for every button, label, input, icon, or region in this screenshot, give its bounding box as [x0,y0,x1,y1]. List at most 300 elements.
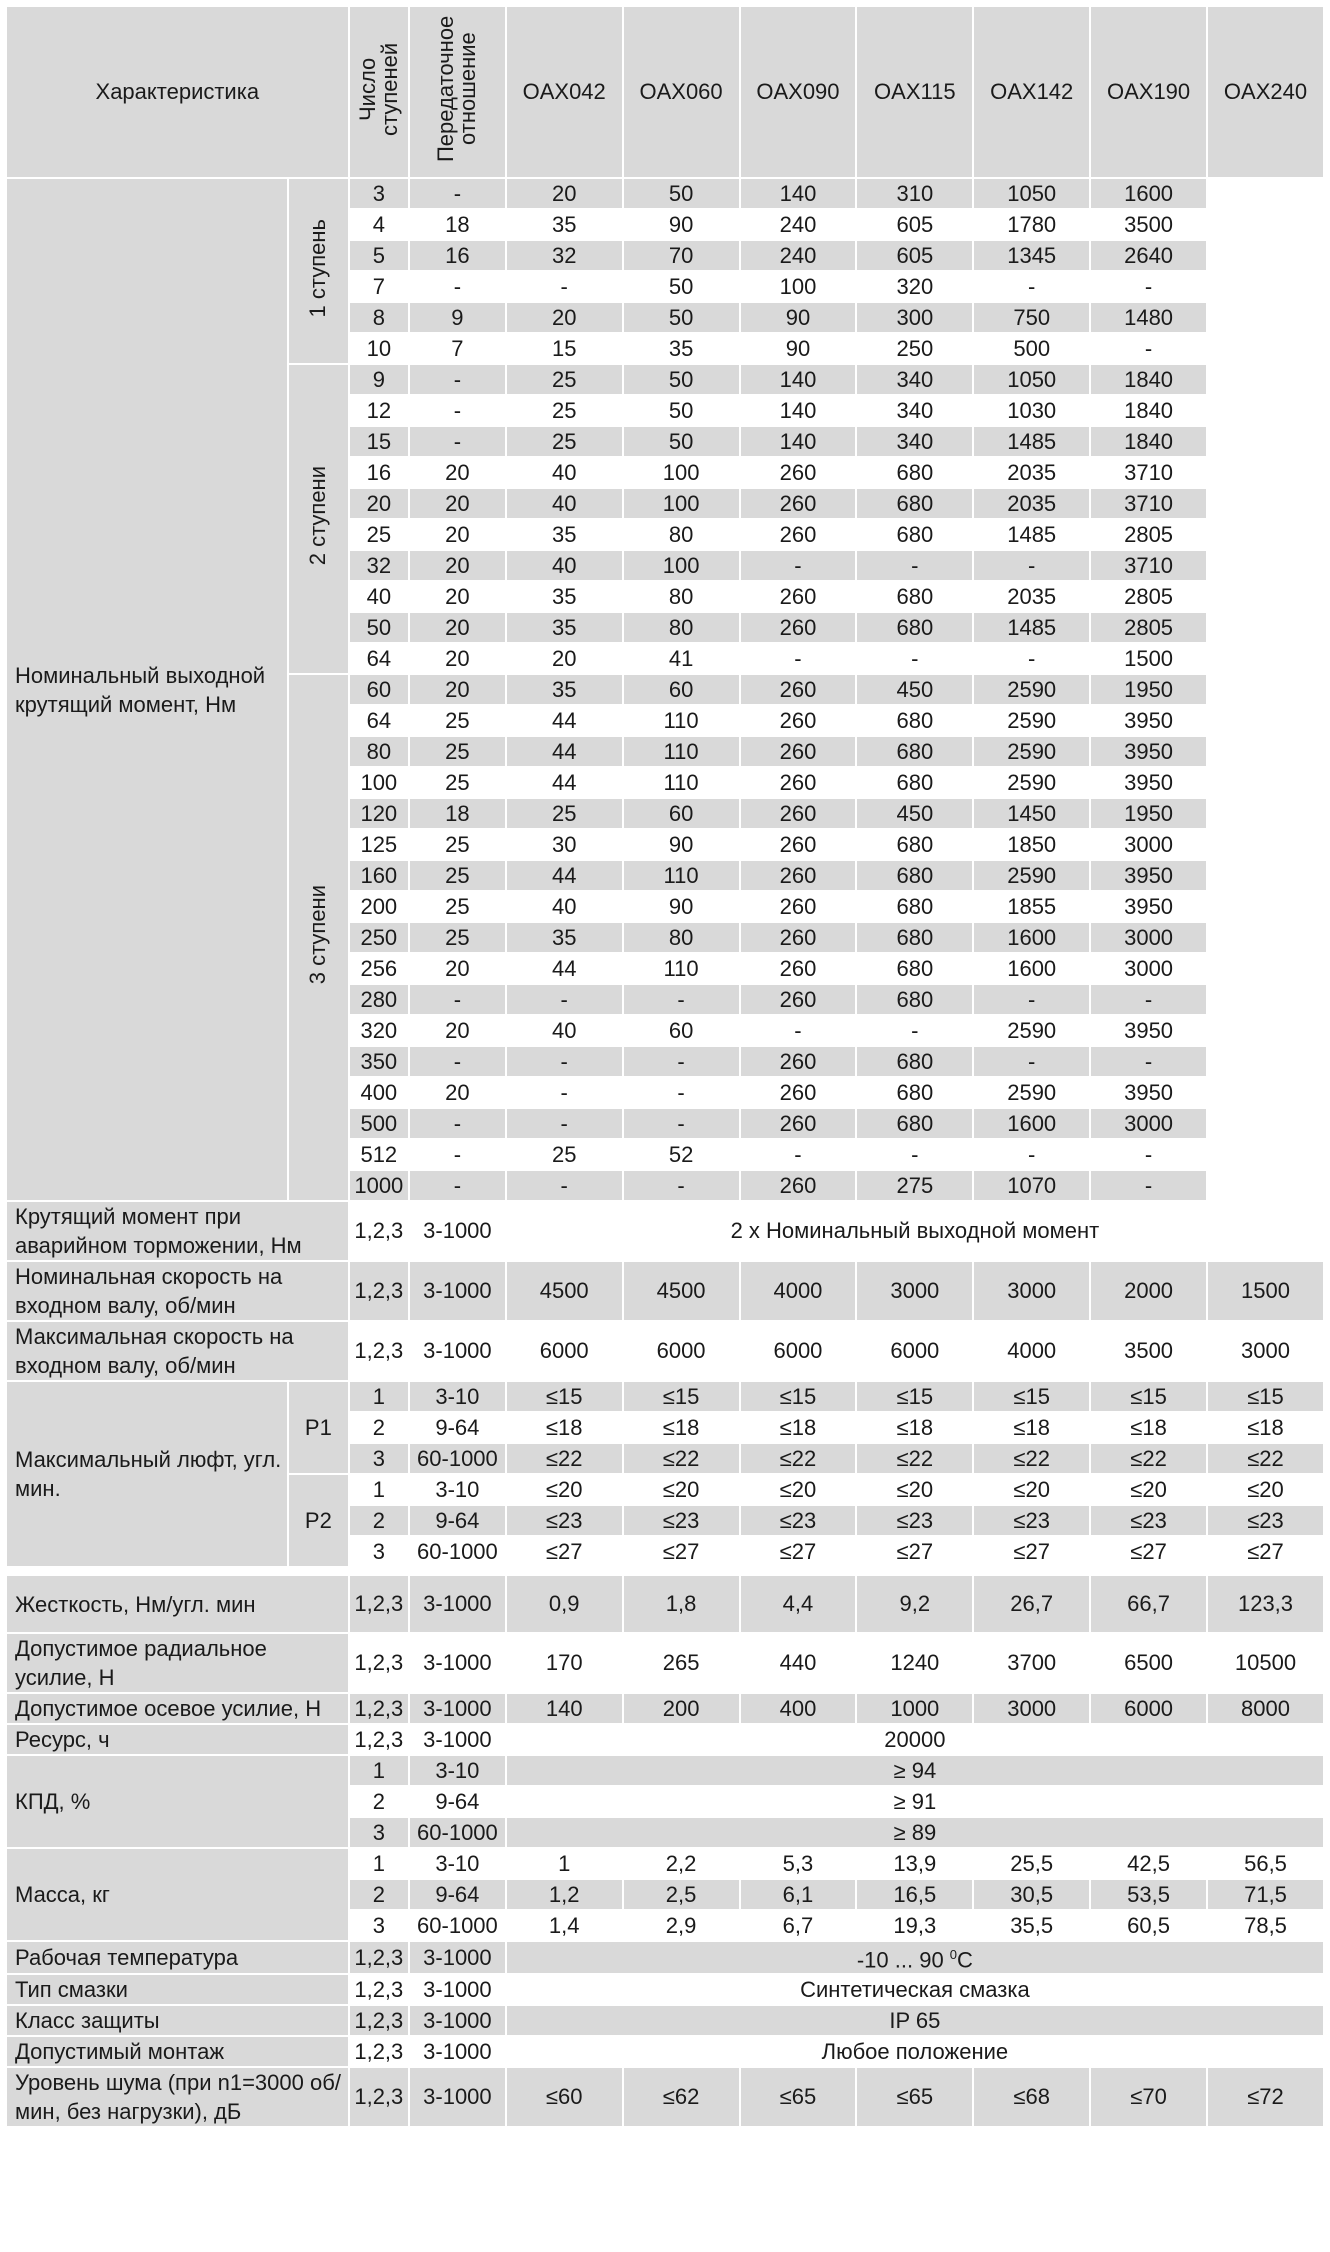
torque-value: 90 [623,209,740,240]
max-speed-value: 6000 [856,1321,973,1381]
torque-value: 260 [740,519,857,550]
service-life-row [6,1724,1324,1755]
torque-value: 2590 [973,1015,1090,1046]
axial-force-value: 8000 [1207,1693,1324,1724]
header-model: OAX240 [1207,6,1324,178]
stage-group-label [288,674,348,1201]
max-speed-row [6,1321,1324,1381]
torque-value: 7 [409,333,506,364]
header-model: OAX042 [506,6,623,178]
torque-value: - [506,1108,623,1139]
backlash-value: ≤15 [740,1381,857,1412]
torque-value: - [973,984,1090,1015]
torque-value: 20 [409,674,506,705]
torque-value: - [973,271,1090,302]
ratio-cell: 60-1000 [409,1910,506,1941]
torque-value: 20 [409,643,506,674]
torque-value: 25 [409,736,506,767]
stages-cell: 1 [349,1381,409,1412]
torque-value: 35 [506,922,623,953]
backlash-value: ≤22 [856,1443,973,1474]
torque-value: - [409,1170,506,1201]
mass-value: 5,3 [740,1848,857,1879]
torque-value: 260 [740,922,857,953]
torque-value: 25 [409,705,506,736]
torque-value: 90 [623,829,740,860]
torque-value: - [409,1108,506,1139]
torque-value: - [740,550,857,581]
spec-sheet [5,5,1325,2247]
backlash-value: ≤27 [1207,1536,1324,1567]
torque-value: 25 [409,767,506,798]
torque-value: 3950 [1090,1015,1207,1046]
torque-value: 1950 [1090,798,1207,829]
stages-cell: 3 [349,1910,409,1941]
torque-value: 110 [623,860,740,891]
torque-value: 1850 [973,829,1090,860]
torque-value: 260 [740,1108,857,1139]
ratio-cell: 3-1000 [409,1201,506,1261]
torque-value: 20 [506,178,623,209]
torque-value: 1485 [973,612,1090,643]
temperature-value [506,1941,1324,1974]
ratio-cell: 60-1000 [409,1443,506,1474]
backlash-class-label: P1 [288,1381,348,1474]
torque-value: - [856,550,973,581]
torque-value: 50 [623,271,740,302]
torque-value: 80 [623,581,740,612]
mounting-value: Любое положение [506,2036,1324,2067]
backlash-value: ≤18 [856,1412,973,1443]
ratio-cell: 9-64 [409,1879,506,1910]
torque-value: 450 [856,798,973,829]
torque-value: 1950 [1090,674,1207,705]
stages-cell: 1,2,3 [349,1261,409,1321]
torque-value: 750 [973,302,1090,333]
nominal-speed-value: 4000 [740,1261,857,1321]
torque-value: 260 [740,736,857,767]
radial-force-row [6,1633,1324,1693]
torque-value: 260 [740,860,857,891]
torque-value: 80 [623,612,740,643]
torque-value: 310 [856,178,973,209]
torque-value: 680 [856,581,973,612]
torque-value: 100 [623,550,740,581]
stage-group-label [288,178,348,364]
torque-value: - [856,643,973,674]
torque-value: 35 [506,209,623,240]
stages-cell: 1,2,3 [349,2067,409,2127]
backlash-value: ≤20 [623,1474,740,1505]
torque-value: 340 [856,395,973,426]
ratio-cell: 20 [349,488,409,519]
torque-value: 3710 [1090,457,1207,488]
torque-value: 50 [623,426,740,457]
torque-value: 32 [506,240,623,271]
ratio-cell: 3-10 [409,1848,506,1879]
noise-level-value: ≤60 [506,2067,623,2127]
torque-value: 605 [856,209,973,240]
mass-value: 71,5 [1207,1879,1324,1910]
max-speed-label: Максимальная скорость на входном валу, об/мин [6,1321,349,1381]
header-model: OAX115 [856,6,973,178]
stages-cell: 1,2,3 [349,1201,409,1261]
ratio-cell: 9-64 [409,1786,506,1817]
stages-cell: 1,2,3 [349,2036,409,2067]
torque-value: 35 [623,333,740,364]
torque-value: - [973,1139,1090,1170]
ratio-cell: 5 [349,240,409,271]
torque-value: 80 [623,922,740,953]
ratio-cell: 3-1000 [409,1974,506,2005]
ratio-cell: 9 [349,364,409,395]
backlash-value: ≤20 [1090,1474,1207,1505]
torque-value: 25 [506,395,623,426]
torque-value: 680 [856,457,973,488]
ratio-cell: 3-1000 [409,1633,506,1693]
radial-force-value: 440 [740,1633,857,1693]
noise-level-row [6,2067,1324,2127]
backlash-value: ≤27 [973,1536,1090,1567]
axial-force-value: 140 [506,1693,623,1724]
torque-value: 3000 [1090,1108,1207,1139]
backlash-value: ≤15 [973,1381,1090,1412]
torque-value: 90 [740,333,857,364]
stages-cell: 3 [349,1536,409,1567]
torque-value: 25 [409,891,506,922]
radial-force-label: Допустимое радиальное усилие, Н [6,1633,349,1693]
backlash-value: ≤27 [623,1536,740,1567]
torque-value: - [1090,984,1207,1015]
torque-value: 3950 [1090,891,1207,922]
torque-value: 50 [623,364,740,395]
axial-force-value: 6000 [1090,1693,1207,1724]
temperature-row [6,1941,1324,1974]
axial-force-row [6,1693,1324,1724]
torque-value: 680 [856,891,973,922]
axial-force-value: 3000 [973,1693,1090,1724]
torque-value: 1600 [973,953,1090,984]
torque-value: - [973,1046,1090,1077]
torque-value: 25 [409,922,506,953]
nominal-speed-row [6,1261,1324,1321]
torque-value: 1345 [973,240,1090,271]
backlash-row [6,1381,1324,1412]
ratio-cell: 3-1000 [409,1693,506,1724]
torque-value: 2805 [1090,581,1207,612]
stiffness-value: 0,9 [506,1575,623,1633]
stages-cell: 2 [349,1412,409,1443]
torque-value: - [1090,1139,1207,1170]
ratio-cell: 3-1000 [409,1575,506,1633]
ratio-cell: 3-10 [409,1381,506,1412]
backlash-value: ≤15 [856,1381,973,1412]
ratio-cell: 9-64 [409,1412,506,1443]
torque-value: - [973,643,1090,674]
specifications-table [5,5,1325,2128]
backlash-value: ≤23 [856,1505,973,1536]
torque-value: 110 [623,953,740,984]
torque-value: 40 [506,457,623,488]
noise-level-value: ≤70 [1090,2067,1207,2127]
stiffness-value: 4,4 [740,1575,857,1633]
nominal-speed-value: 3000 [856,1261,973,1321]
mass-value: 16,5 [856,1879,973,1910]
torque-value: 340 [856,426,973,457]
torque-value: 25 [409,829,506,860]
backlash-value: ≤18 [623,1412,740,1443]
ratio-cell: 3 [349,178,409,209]
protection-class-row [6,2005,1324,2036]
stages-cell: 1,2,3 [349,1693,409,1724]
mass-value: 2,9 [623,1910,740,1941]
torque-value: 1780 [973,209,1090,240]
torque-value: 3000 [1090,829,1207,860]
backlash-value: ≤20 [740,1474,857,1505]
ratio-cell: 3-1000 [409,2067,506,2127]
stage-group-text: 2 ступени [305,466,331,566]
torque-value: - [623,1170,740,1201]
service-life-label: Ресурс, ч [6,1724,349,1755]
torque-value: 25 [506,364,623,395]
ratio-cell: 10 [349,333,409,364]
torque-value: - [409,178,506,209]
ratio-cell: 250 [349,922,409,953]
torque-value: 30 [506,829,623,860]
torque-value: 2590 [973,767,1090,798]
section-spacer [6,1567,1324,1575]
torque-value: 3950 [1090,736,1207,767]
backlash-value: ≤22 [1207,1443,1324,1474]
torque-value: 100 [623,457,740,488]
torque-value: - [506,1046,623,1077]
ratio-cell: 120 [349,798,409,829]
torque-value: 2590 [973,1077,1090,1108]
torque-value: 60 [623,674,740,705]
axial-force-label: Допустимое осевое усилие, Н [6,1693,349,1724]
backlash-value: ≤22 [506,1443,623,1474]
torque-value: 3000 [1090,922,1207,953]
stages-cell: 2 [349,1505,409,1536]
torque-value: 3950 [1090,1077,1207,1108]
torque-value: 18 [409,209,506,240]
torque-value: 1450 [973,798,1090,829]
header-ratio-text: Передаточное отношение [433,15,481,163]
torque-value: 1070 [973,1170,1090,1201]
stages-cell: 1 [349,1848,409,1879]
ratio-cell: 512 [349,1139,409,1170]
emergency-torque-row [6,1201,1324,1261]
backlash-value: ≤22 [1090,1443,1207,1474]
ratio-cell: 7 [349,271,409,302]
torque-value: 2035 [973,488,1090,519]
stages-cell: 2 [349,1786,409,1817]
stages-cell: 1,2,3 [349,1941,409,1974]
stage-group-text: 1 ступень [305,218,331,318]
torque-label: Номинальный выходной крутящий момент, Нм [6,178,288,1201]
torque-value: 260 [740,767,857,798]
radial-force-value: 10500 [1207,1633,1324,1693]
torque-value: 1840 [1090,395,1207,426]
torque-value: 18 [409,798,506,829]
torque-value: - [409,984,506,1015]
torque-value: 240 [740,240,857,271]
mass-value: 25,5 [973,1848,1090,1879]
backlash-value: ≤18 [740,1412,857,1443]
torque-value: 16 [409,240,506,271]
torque-value: 140 [740,364,857,395]
torque-value: 680 [856,1077,973,1108]
torque-value: 260 [740,891,857,922]
torque-value: - [1090,333,1207,364]
efficiency-row [6,1755,1324,1786]
torque-value: 50 [623,178,740,209]
torque-value: 260 [740,1077,857,1108]
torque-value: - [409,1046,506,1077]
ratio-cell: 200 [349,891,409,922]
torque-value: 20 [409,612,506,643]
backlash-value: ≤23 [506,1505,623,1536]
header-model: OAX090 [740,6,857,178]
header-row [6,6,1324,178]
mass-value: 19,3 [856,1910,973,1941]
ratio-cell: 64 [349,705,409,736]
protection-class-value: IP 65 [506,2005,1324,2036]
backlash-value: ≤18 [506,1412,623,1443]
torque-value: 20 [409,457,506,488]
torque-value: - [409,271,506,302]
max-speed-value: 4000 [973,1321,1090,1381]
mounting-row [6,2036,1324,2067]
torque-value: 680 [856,922,973,953]
ratio-cell: 125 [349,829,409,860]
torque-value: 260 [740,488,857,519]
header-model: OAX142 [973,6,1090,178]
torque-value: 2590 [973,674,1090,705]
torque-value: - [740,1015,857,1046]
emergency-torque-label: Крутящий момент при аварийном торможении, Нм [6,1201,349,1261]
mass-value: 35,5 [973,1910,1090,1941]
ratio-cell: 8 [349,302,409,333]
torque-value: 500 [973,333,1090,364]
ratio-cell: 60-1000 [409,1817,506,1848]
torque-value: 260 [740,984,857,1015]
stages-cell: 1,2,3 [349,1724,409,1755]
torque-value: 15 [506,333,623,364]
backlash-value: ≤18 [1207,1412,1324,1443]
ratio-cell: 3-1000 [409,2005,506,2036]
torque-value: 20 [409,519,506,550]
stages-cell: 1,2,3 [349,2005,409,2036]
mass-row [6,1848,1324,1879]
torque-value: 110 [623,705,740,736]
ratio-cell: 256 [349,953,409,984]
backlash-value: ≤23 [973,1505,1090,1536]
mass-value: 60,5 [1090,1910,1207,1941]
torque-value: - [623,1108,740,1139]
torque-value: 35 [506,581,623,612]
torque-value: 2035 [973,581,1090,612]
ratio-cell: 64 [349,643,409,674]
ratio-cell: 3-1000 [409,1724,506,1755]
efficiency-label: КПД, % [6,1755,349,1848]
stages-cell: 2 [349,1879,409,1910]
stages-cell: 1 [349,1755,409,1786]
backlash-value: ≤20 [506,1474,623,1505]
header-stages [349,6,409,178]
lubrication-label: Тип смазки [6,1974,349,2005]
torque-value: 680 [856,829,973,860]
torque-value: 52 [623,1139,740,1170]
torque-value: 260 [740,953,857,984]
ratio-cell: 50 [349,612,409,643]
torque-value: - [409,426,506,457]
ratio-cell: 3-1000 [409,1321,506,1381]
torque-value: 44 [506,860,623,891]
torque-value: 1840 [1090,426,1207,457]
torque-value: 3000 [1090,953,1207,984]
mass-value: 42,5 [1090,1848,1207,1879]
stage-group-label [288,364,348,674]
ratio-cell: 80 [349,736,409,767]
torque-value: 35 [506,674,623,705]
torque-value: 70 [623,240,740,271]
ratio-cell: 15 [349,426,409,457]
mass-value: 78,5 [1207,1910,1324,1941]
torque-value: 680 [856,860,973,891]
stages-cell: 1,2,3 [349,1575,409,1633]
stages-cell: 1,2,3 [349,1633,409,1693]
torque-value: 1600 [973,1108,1090,1139]
backlash-value: ≤15 [506,1381,623,1412]
stiffness-value: 66,7 [1090,1575,1207,1633]
backlash-class-label: P2 [288,1474,348,1567]
max-speed-value: 6000 [506,1321,623,1381]
stiffness-label: Жесткость, Нм/угл. мин [6,1575,349,1633]
backlash-value: ≤27 [856,1536,973,1567]
torque-value: 9 [409,302,506,333]
torque-value: - [506,1077,623,1108]
stages-cell: 1 [349,1474,409,1505]
ratio-cell: 9-64 [409,1505,506,1536]
torque-value: 260 [740,829,857,860]
radial-force-value: 1240 [856,1633,973,1693]
torque-value: 260 [740,674,857,705]
mass-value: 53,5 [1090,1879,1207,1910]
backlash-value: ≤23 [740,1505,857,1536]
torque-value: 90 [623,891,740,922]
torque-value: 1855 [973,891,1090,922]
header-model: OAX190 [1090,6,1207,178]
torque-value: 260 [740,1170,857,1201]
torque-value: 3950 [1090,767,1207,798]
torque-value: 20 [506,643,623,674]
torque-row [6,178,1324,209]
torque-value: 1600 [1090,178,1207,209]
torque-value: 320 [856,271,973,302]
ratio-cell: 16 [349,457,409,488]
torque-value: 20 [506,302,623,333]
header-stages-text: Число ступеней [354,42,402,136]
backlash-value: ≤23 [1090,1505,1207,1536]
backlash-value: ≤15 [1090,1381,1207,1412]
radial-force-value: 265 [623,1633,740,1693]
torque-value: 20 [409,581,506,612]
torque-value: 340 [856,364,973,395]
backlash-value: ≤18 [973,1412,1090,1443]
temperature-label: Рабочая температура [6,1941,349,1974]
nominal-speed-value: 4500 [506,1261,623,1321]
